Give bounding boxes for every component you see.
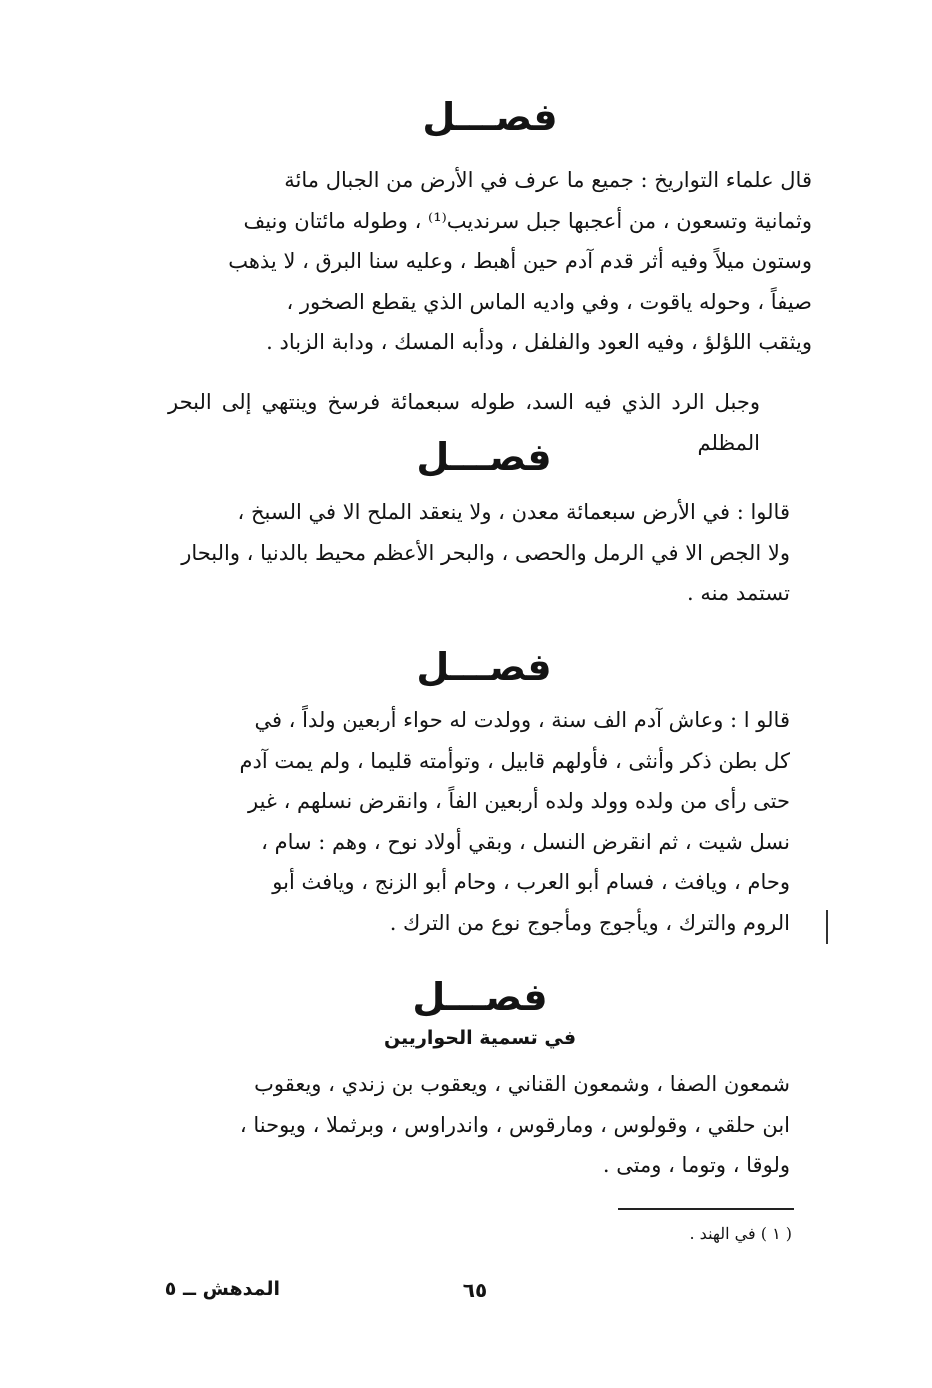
page-number: ٦٥ (462, 1278, 488, 1302)
paragraph (160, 1064, 790, 1186)
footnote: ( ١ ) في الهند . (689, 1224, 792, 1243)
text-line: كل بطن ذكر وأنثى ، فأولهم قابيل ، وتوأمته قليما ، ولم يمت آدم (239, 748, 790, 773)
section-heading: فصـــل (412, 975, 548, 1019)
text-line: ولوقا ، وتوما ، ومتى . (602, 1153, 790, 1177)
paragraph (166, 700, 790, 943)
text-line: ولا الجص الا في الرمل والحصى ، والبحر الأعظم محيط بالدنيا ، والبحار (181, 540, 790, 565)
paragraph (168, 160, 812, 363)
text-line: قال علماء التواريخ : جميع ما عرف في الأرض من الجبال مائة (284, 168, 812, 192)
text-line: وحام ، ويافث ، فسام أبو العرب ، وحام أبو الزنج ، ويافث أبو (272, 870, 790, 894)
text-line: حتى رأى من ولده وولد ولده أربعين الفاً ، وانقرض نسلهم ، غير (247, 789, 790, 813)
text-line: شمعون الصفا ، وشمعون القناني ، ويعقوب بن زندي ، ويعقوب (254, 1072, 790, 1096)
text-line: الروم والترك ، ويأجوج ومأجوج نوع من الترك . (389, 910, 790, 935)
paragraph (168, 492, 790, 614)
section-heading: فصـــل (416, 645, 552, 689)
margin-mark (826, 910, 828, 944)
text-line: ابن حلقي ، وقولوس ، ومارقوس ، واندراوس ، وبرثملا ، ويوحنا ، (239, 1112, 790, 1137)
text-line: نسل شيت ، ثم انقرض النسل ، وبقي أولاد نوح ، وهم : سام ، (261, 829, 790, 854)
section-heading: فصـــل (422, 95, 558, 139)
section-heading: فصـــل (416, 435, 552, 479)
signature-mark: المدهش ــ ٥ (164, 1278, 280, 1300)
text-line: قالو ا : وعاش آدم الف سنة ، وولدت له حواء أربعين ولداً ، في (254, 708, 790, 732)
text-line: وستون ميلاً وفيه أثر قدم آدم حين أهبط ، وعليه سنا البرق ، لا يذهب (228, 249, 812, 273)
text-line: ويثقب اللؤلؤ ، وفيه العود والفلفل ، ودأبه المسك ، ودابة الزباد . (266, 330, 812, 354)
text-line: صيفاً ، وحوله ياقوت ، وفي واديه الماس الذي يقطع الصخور ، (286, 289, 812, 314)
section-subheading: في تسمية الحواريين (383, 1027, 577, 1049)
text-line: قالوا : في الأرض سبعمائة معدن ، ولا ينعقد الملح الا في السبخ ، (237, 500, 790, 524)
text-line: وجبل الرد الذي فيه السد، طوله سبعمائة فرسخ وينتهي إلى البحر المظلم (168, 390, 760, 455)
footnote-rule (618, 1208, 794, 1210)
text-line: تستمد منه . (687, 581, 790, 605)
text-line: وثمانية وتسعون ، من أعجبها جبل سرنديب⁽¹⁾ ، وطوله مائتان ونيف (243, 208, 812, 233)
